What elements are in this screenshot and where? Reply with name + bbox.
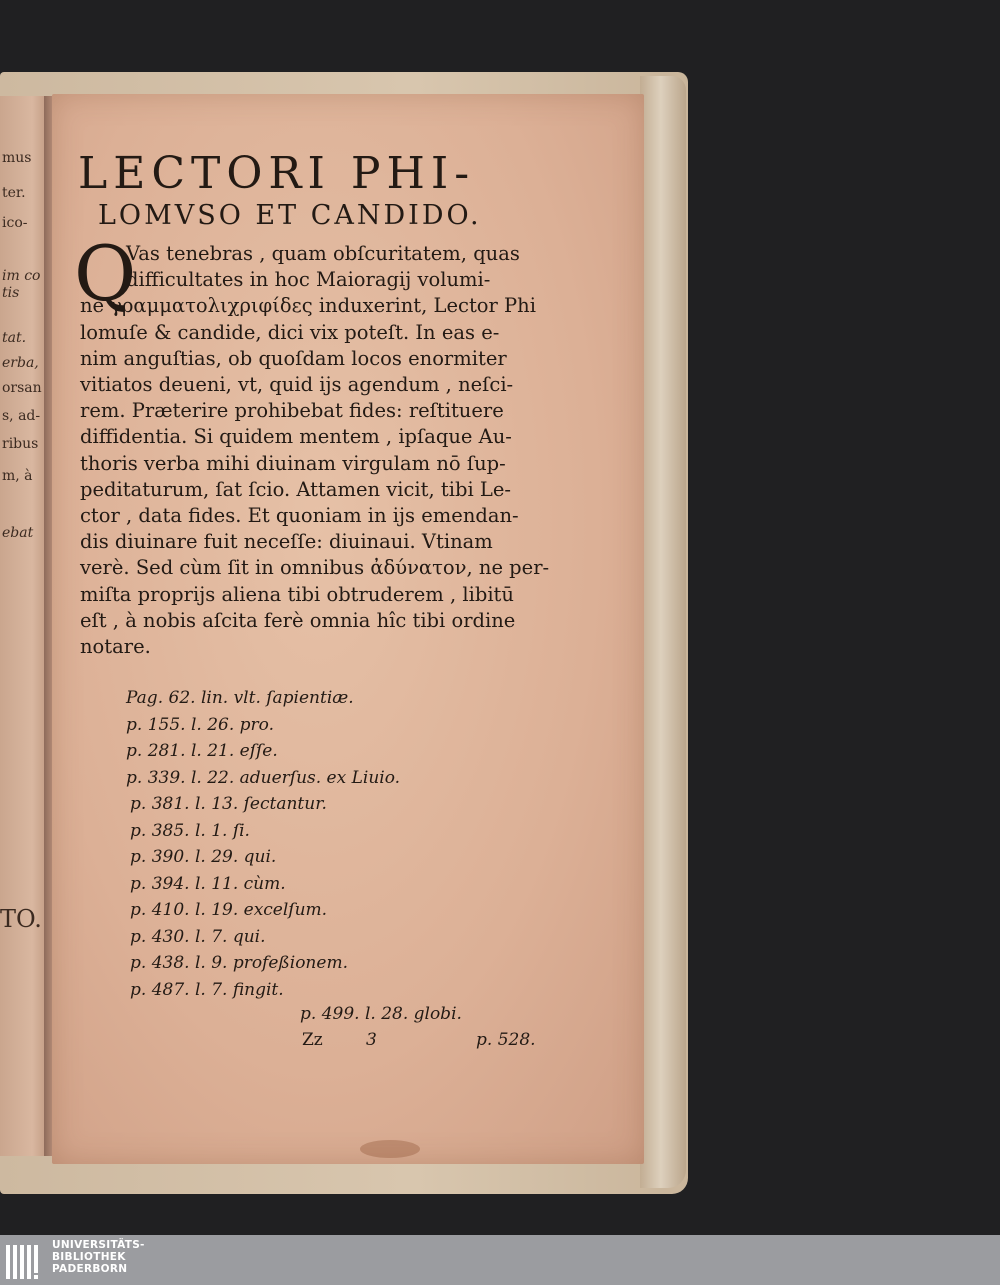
book-spine-edge: [640, 76, 686, 1188]
errata-entry: p. 430. l. 7. qui.: [130, 926, 266, 947]
library-name-line-3: PADERBORN: [52, 1263, 128, 1275]
left-margin-fragment: tat.: [2, 330, 27, 346]
catchword: p. 528.: [476, 1030, 536, 1050]
library-name-line-2: BIBLIOTHEK: [52, 1251, 126, 1263]
body-line: peditaturum, ſat ſcio. Attamen vicit, tibi Le-: [80, 477, 511, 501]
body-line: rem. Præterire prohibebat fides: reſtituere: [80, 399, 504, 423]
body-line: dis diuinare fuit neceſſe: diuinaui. Vtinam: [80, 530, 493, 554]
errata-extra-entry: p. 499. l. 28. globi.: [300, 1004, 462, 1024]
body-line: vitiatos deueni, vt, quid ijs agendum , neſci-: [80, 373, 514, 396]
errata-entry: p. 381. l. 13. ſectantur.: [130, 794, 327, 814]
heading-line-1: LECTORI PHI-: [78, 148, 476, 199]
left-margin-fragment: ebat: [2, 525, 34, 541]
body-line: diffidentia. Si quidem mentem , ipſaque Au-: [80, 425, 512, 449]
body-line: lomuſe & candide, dici vix poteſt. In eas e-: [80, 320, 500, 344]
left-page: [0, 96, 48, 1156]
left-margin-fragment: erba,: [2, 355, 39, 371]
body-line: notare.: [80, 635, 151, 658]
left-margin-fragment: ico-: [2, 215, 28, 231]
errata-entry: p. 281. l. 21. eſſe.: [126, 741, 278, 761]
errata-entry: p. 394. l. 11. cùm.: [130, 873, 286, 894]
signature-mark: Zz: [302, 1030, 323, 1050]
left-margin-fragment: mus: [2, 150, 32, 166]
library-logo-icon: [4, 1239, 46, 1283]
body-line: eſt , à nobis aſcita ferè omnia hîc tibi ordine: [80, 608, 516, 632]
left-margin-fragment: im co: [2, 268, 41, 284]
body-line: ne γραμματολιχριφίδες induxerint, Lector Phi: [80, 294, 536, 318]
left-margin-fragment: ter.: [2, 185, 26, 201]
heading-line-2: LOMVSO ET CANDIDO.: [98, 200, 482, 231]
library-name-line-1: UNIVERSITÄTS-: [52, 1239, 145, 1251]
left-margin-fragment: orsan: [2, 380, 42, 396]
left-margin-fragment: TO.: [0, 905, 42, 933]
errata-entry: Pag. 62. lin. vlt. ſapientiæ.: [126, 688, 354, 708]
body-line: nim anguſtias, ob quoſdam locos enormiter: [80, 346, 507, 370]
body-line: verè. Sed cùm ſit in omnibus ἀδύνατον, ne per-: [80, 556, 550, 580]
body-line: difficultates in hoc Maioragij volumi-: [126, 268, 491, 292]
left-margin-fragment: ribus: [2, 436, 39, 452]
left-margin-fragment: m, à: [2, 468, 33, 484]
body-line: ctor , data fides. Et quoniam in ijs emendan-: [80, 504, 519, 527]
errata-entry: p. 385. l. 1. ſi.: [130, 820, 250, 841]
body-line: Vas tenebras , quam obſcuritatem, quas: [126, 242, 520, 265]
page-stain: [360, 1140, 420, 1158]
signature-number: 3: [366, 1030, 377, 1050]
body-line: miſta proprijs aliena tibi obtruderem , libitū: [80, 582, 514, 606]
errata-entry: p. 390. l. 29. qui.: [130, 847, 277, 867]
left-margin-fragment: tis: [2, 285, 20, 301]
errata-entry: p. 487. l. 7. fingit.: [130, 979, 284, 1000]
errata-entry: p. 410. l. 19. excelſum.: [130, 900, 328, 920]
errata-entry: p. 155. l. 26. pro.: [126, 714, 274, 735]
left-margin-fragment: s, ad-: [2, 408, 41, 424]
drop-cap: Q: [74, 229, 137, 318]
library-name: [52, 1239, 145, 1275]
errata-entry: p. 339. l. 22. aduerſus. ex Liuio.: [126, 767, 401, 788]
body-line: thoris verba mihi diuinam virgulam nō ſup-: [80, 451, 506, 475]
footer-bar: [0, 1235, 1000, 1285]
errata-entry: p. 438. l. 9. profeßionem.: [130, 953, 348, 973]
